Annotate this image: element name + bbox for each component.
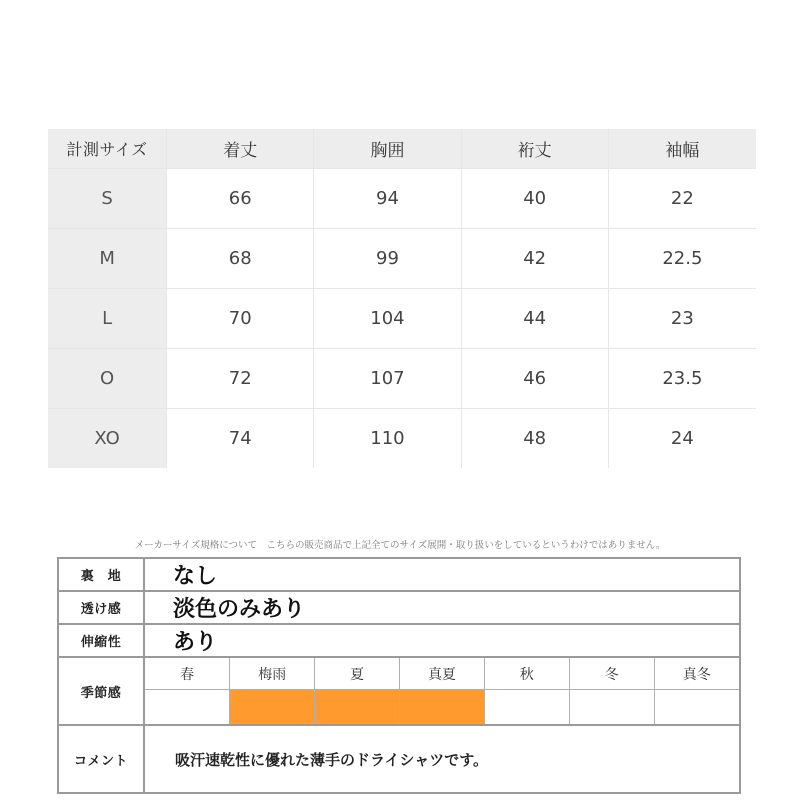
size-table (48, 129, 756, 468)
season-mark (145, 690, 230, 724)
season-names-row (145, 658, 739, 690)
table-cell: 68 (167, 229, 314, 289)
size-label: O (48, 349, 167, 409)
spec-row-lining (58, 558, 740, 591)
table-cell: 110 (314, 409, 461, 468)
season-mark (400, 690, 485, 724)
table-cell: 99 (314, 229, 461, 289)
season-mark (569, 690, 654, 724)
table-cell: 107 (314, 349, 461, 409)
table-cell: 24 (609, 409, 756, 468)
season-grid-cell (144, 657, 740, 725)
table-cell: 23 (609, 289, 756, 349)
spec-value-stretch: あり (144, 624, 740, 657)
season-name: 夏 (315, 658, 400, 690)
season-mark (654, 690, 739, 724)
table-cell: 72 (167, 349, 314, 409)
spec-label-lining: 裏 地 (58, 558, 144, 591)
spec-value-sheer: 淡色のみあり (144, 591, 740, 624)
size-table-header (48, 129, 756, 169)
table-cell: 44 (462, 289, 609, 349)
table-cell: 66 (167, 169, 314, 229)
season-name: 春 (145, 658, 230, 690)
maker-size-note: メーカーサイズ規格について こちらの販売商品で上記全てのサイズ展開・取り扱いをしているというわけではありません。 (134, 540, 666, 551)
spec-row-sheer (58, 591, 740, 624)
spec-row-season (58, 657, 740, 725)
size-label: XO (48, 409, 167, 468)
season-mark (484, 690, 569, 724)
column-header-measure: 計測サイズ (48, 129, 167, 169)
table-cell: 70 (167, 289, 314, 349)
spec-value-lining: なし (144, 558, 740, 591)
column-header-chest: 胸囲 (314, 129, 461, 169)
season-name: 真夏 (400, 658, 485, 690)
season-mark (315, 690, 400, 724)
table-cell: 40 (462, 169, 609, 229)
column-header-sleeve-width: 袖幅 (609, 129, 756, 169)
spec-table (57, 557, 741, 794)
season-grid (145, 658, 739, 724)
size-label: S (48, 169, 167, 229)
table-row (48, 409, 756, 468)
season-name: 梅雨 (230, 658, 315, 690)
size-label: M (48, 229, 167, 289)
column-header-sleeve-length: 裄丈 (462, 129, 609, 169)
table-row (48, 349, 756, 409)
season-name: 真冬 (654, 658, 739, 690)
table-cell: 22 (609, 169, 756, 229)
season-mark (230, 690, 315, 724)
table-cell: 46 (462, 349, 609, 409)
table-cell: 23.5 (609, 349, 756, 409)
table-cell: 48 (462, 409, 609, 468)
table-row (48, 289, 756, 349)
spec-label-sheer: 透け感 (58, 591, 144, 624)
spec-label-stretch: 伸縮性 (58, 624, 144, 657)
spec-label-comment: コメント (58, 725, 144, 793)
table-row (48, 169, 756, 229)
season-name: 冬 (569, 658, 654, 690)
table-cell: 94 (314, 169, 461, 229)
spec-row-stretch (58, 624, 740, 657)
column-header-length: 着丈 (167, 129, 314, 169)
table-cell: 104 (314, 289, 461, 349)
size-label: L (48, 289, 167, 349)
table-cell: 42 (462, 229, 609, 289)
spec-row-comment (58, 725, 740, 793)
spec-value-comment: 吸汗速乾性に優れた薄手のドライシャツです。 (144, 725, 740, 793)
spec-label-season: 季節感 (58, 657, 144, 725)
table-row (48, 229, 756, 289)
table-cell: 22.5 (609, 229, 756, 289)
season-marks-row (145, 690, 739, 724)
season-name: 秋 (484, 658, 569, 690)
table-cell: 74 (167, 409, 314, 468)
